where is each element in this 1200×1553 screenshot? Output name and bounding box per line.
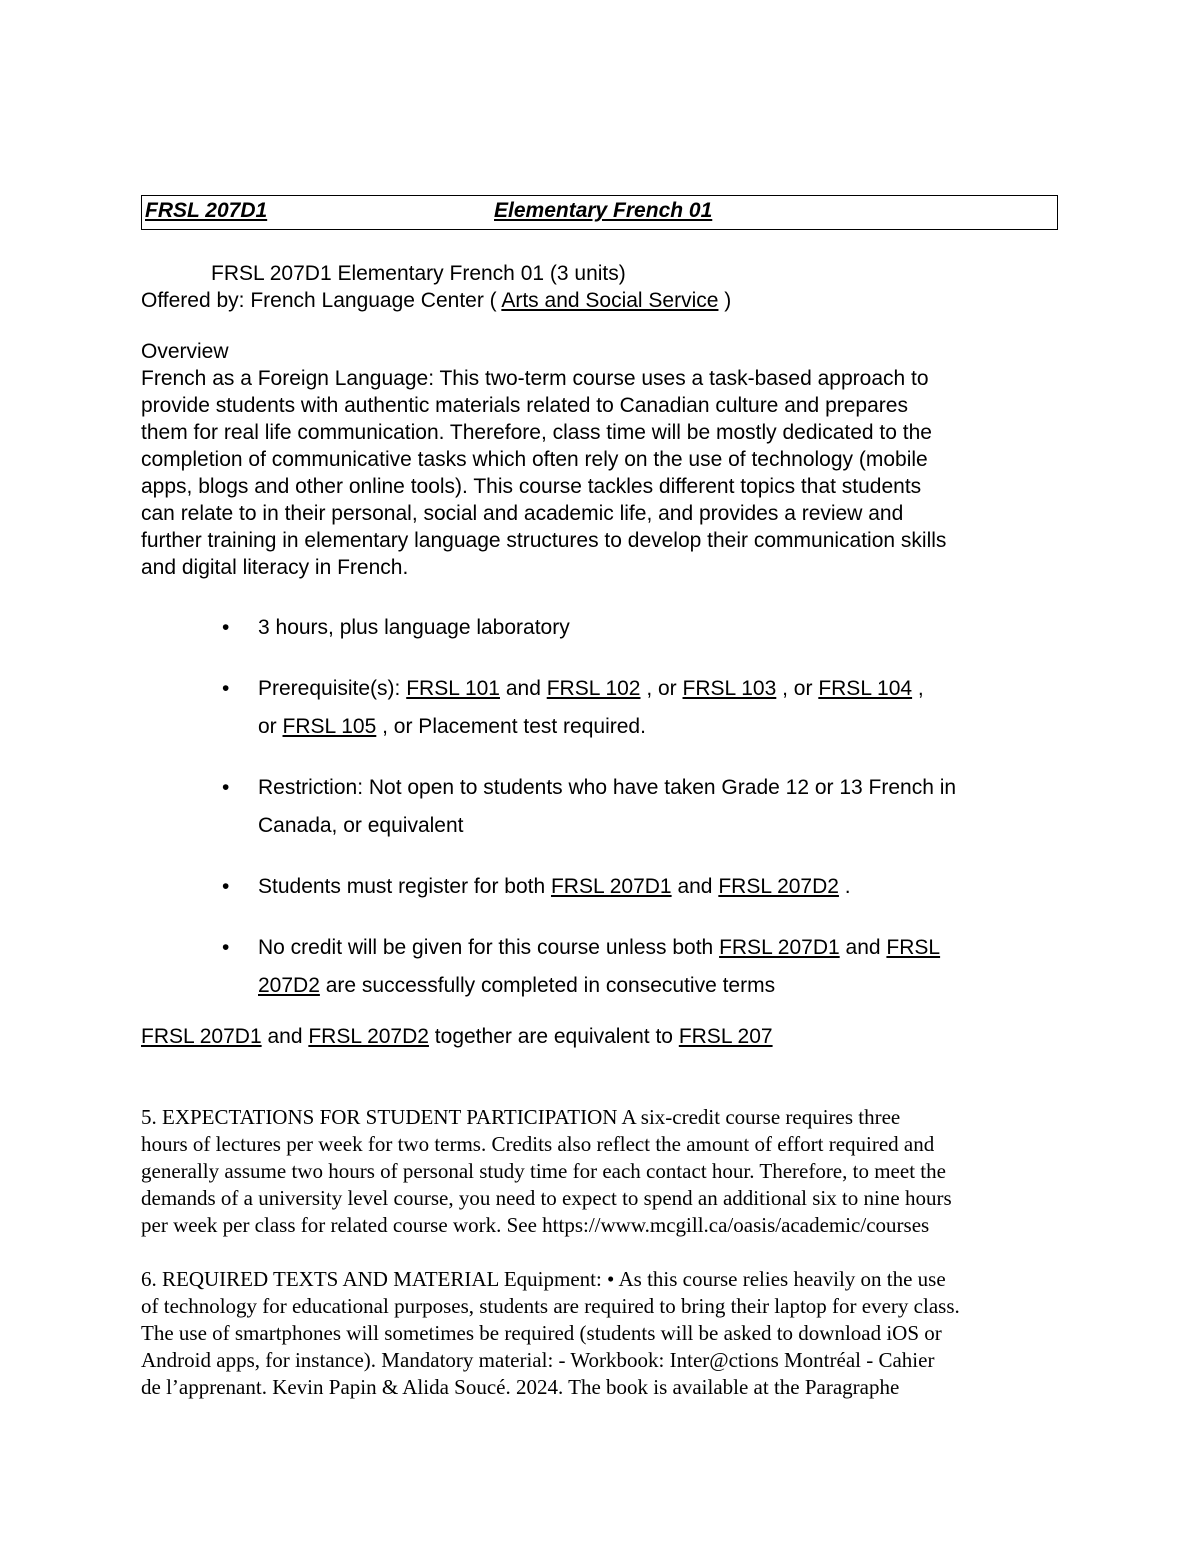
equivalence-line — [141, 1023, 773, 1050]
link-frsl-104[interactable]: FRSL 104 — [818, 677, 913, 700]
registration-text: Students must register for both — [258, 875, 551, 898]
registration-text: . — [838, 875, 851, 898]
credit-text: and — [839, 936, 887, 959]
required-texts-line: de l’apprenant. Kevin Papin & Alida Soucé. 2024. The book is available at the Paragraphe — [141, 1375, 900, 1399]
overview-line: can relate to in their personal, social and academic life, and provides a review and — [141, 502, 904, 525]
header-course-code: FRSL 207D1 — [145, 199, 268, 222]
expectations-line: hours of lectures per week for two terms. Credits also reflect the amount of effort required and — [141, 1132, 935, 1156]
bullet-restriction — [258, 769, 956, 845]
offered-by-prefix: Offered by: French Language Center ( — [141, 289, 502, 312]
equivalence-text: and — [261, 1025, 309, 1048]
link-frsl-207d1[interactable]: FRSL 207D1 — [141, 1025, 262, 1048]
bullet-glyph: • — [222, 776, 230, 799]
bullet-glyph: • — [222, 677, 230, 700]
bullet-lab-hours: 3 hours, plus language laboratory — [258, 616, 570, 639]
required-texts-line: The use of smartphones will sometimes be required (students will be asked to download iOS or — [141, 1321, 942, 1345]
bullet-prerequisites — [258, 670, 924, 746]
prereq-text: and — [500, 677, 547, 700]
registration-text: and — [671, 875, 719, 898]
prereq-text: , or Placement test required. — [376, 715, 646, 738]
course-line: FRSL 207D1 Elementary French 01 (3 units) — [211, 262, 626, 285]
bullet-glyph: • — [222, 875, 230, 898]
overview-line: provide students with authentic materials related to Canadian culture and prepares — [141, 394, 908, 417]
link-frsl-207d2[interactable]: 207D2 — [258, 974, 320, 997]
required-texts-line: Android apps, for instance). Mandatory material: - Workbook: Inter@ctions Montréal - Cahier — [141, 1348, 935, 1372]
offered-by-line — [141, 287, 731, 314]
expectations-line: per week per class for related course work. See https://www.mcgill.ca/oasis/academic/courses — [141, 1213, 930, 1237]
bullet-glyph: • — [222, 936, 230, 959]
overview-line: apps, blogs and other online tools). This course tackles different topics that students — [141, 475, 922, 498]
offered-by-suffix: ) — [718, 289, 732, 312]
offered-by-link[interactable]: Arts and Social Service — [501, 289, 719, 312]
expectations-line: demands of a university level course, you need to expect to spend an additional six to nine hours — [141, 1186, 952, 1210]
link-frsl-103[interactable]: FRSL 103 — [682, 677, 777, 700]
credit-text: are successfully completed in consecutive terms — [319, 974, 776, 997]
bullet-registration — [258, 868, 851, 906]
overview-line: French as a Foreign Language: This two-term course uses a task-based approach to — [141, 367, 929, 390]
link-frsl-207d2[interactable]: FRSL 207D2 — [718, 875, 839, 898]
overview-line: them for real life communication. Therefore, class time will be mostly dedicated to the — [141, 421, 932, 444]
prereq-text: , or — [640, 677, 683, 700]
required-texts-line: of technology for educational purposes, students are required to bring their laptop for every class. — [141, 1294, 960, 1318]
overview-line: completion of communicative tasks which often rely on the use of technology (mobile — [141, 448, 928, 471]
prereq-label: Prerequisite(s): — [258, 677, 407, 700]
bullet-glyph: • — [222, 616, 230, 639]
credit-text: No credit will be given for this course unless both — [258, 936, 720, 959]
link-frsl-101[interactable]: FRSL 101 — [406, 677, 500, 700]
section-expectations — [141, 1104, 1071, 1239]
bullet-credit — [258, 929, 940, 1005]
link-frsl-207d2[interactable]: FRSL 207D2 — [308, 1025, 429, 1048]
link-frsl-207[interactable]: FRSL 207 — [678, 1025, 773, 1048]
expectations-line: generally assume two hours of personal study time for each contact hour. Therefore, to meet the — [141, 1159, 946, 1183]
overview-heading: Overview — [141, 340, 229, 363]
required-texts-line: 6. REQUIRED TEXTS AND MATERIAL Equipment: • As this course relies heavily on the use — [141, 1267, 946, 1291]
overview-line: and digital literacy in French. — [141, 556, 409, 579]
course-header-box — [141, 195, 1058, 230]
header-course-title: Elementary French 01 — [494, 199, 713, 222]
section-required-texts — [141, 1266, 1071, 1401]
prereq-text: , — [912, 677, 924, 700]
link-frsl-102[interactable]: FRSL 102 — [546, 677, 641, 700]
overview-line: further training in elementary language structures to develop their communication skills — [141, 529, 947, 552]
prereq-text: , or — [776, 677, 819, 700]
equivalence-text: together are equivalent to — [428, 1025, 679, 1048]
link-frsl-207d1[interactable]: FRSL 207D1 — [550, 875, 672, 898]
overview-paragraph — [141, 365, 1041, 581]
restriction-line: Restriction: Not open to students who have taken Grade 12 or 13 French in — [258, 776, 957, 799]
link-frsl-105[interactable]: FRSL 105 — [282, 715, 377, 738]
restriction-line: Canada, or equivalent — [258, 814, 464, 837]
link-frsl-207d1[interactable]: FRSL 207D1 — [719, 936, 840, 959]
link-frsl-207d2[interactable]: FRSL — [886, 936, 941, 959]
expectations-line: 5. EXPECTATIONS FOR STUDENT PARTICIPATION A six-credit course requires three — [141, 1105, 901, 1129]
prereq-text: or — [258, 715, 283, 738]
